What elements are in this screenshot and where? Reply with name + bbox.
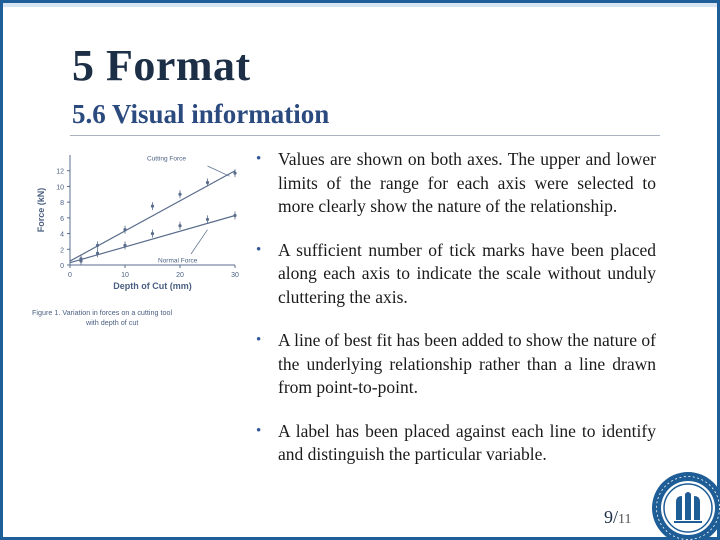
bullet-icon: • bbox=[256, 241, 262, 258]
data-point bbox=[233, 171, 236, 174]
data-point bbox=[178, 193, 181, 196]
y-tick-label: 0 bbox=[60, 263, 64, 270]
y-tick-label: 6 bbox=[60, 215, 64, 223]
page-current: 9 bbox=[604, 507, 613, 527]
data-point bbox=[96, 252, 99, 255]
bullet-text: A line of best fit has been added to show the nature of the underlying relationship rather than a line drawn from point-to-point. bbox=[278, 330, 656, 397]
bullet-icon: • bbox=[256, 422, 262, 439]
y-tick-label: 12 bbox=[56, 168, 64, 176]
data-point bbox=[96, 244, 99, 247]
page-separator: / bbox=[613, 507, 619, 527]
x-tick-label: 0 bbox=[68, 272, 72, 279]
x-tick-label: 30 bbox=[231, 272, 239, 279]
page-number bbox=[604, 507, 632, 528]
y-tick-label: 4 bbox=[60, 231, 64, 239]
bullet-text: Values are shown on both axes. The upper and lower limits of the range for each axis were selected to more clearly show the nature of the relationship. bbox=[278, 149, 656, 216]
y-tick-label: 10 bbox=[56, 184, 64, 192]
data-point bbox=[206, 181, 209, 184]
data-point bbox=[151, 232, 154, 235]
slide-title: 5 Format bbox=[72, 41, 251, 90]
bullet-item bbox=[256, 420, 656, 467]
data-point bbox=[178, 224, 181, 227]
x-tick-label: 20 bbox=[176, 272, 184, 279]
y-tick-label: 8 bbox=[60, 200, 64, 208]
y-tick-label: 2 bbox=[60, 247, 64, 255]
title-divider bbox=[70, 135, 660, 136]
bullet-icon: • bbox=[256, 332, 262, 348]
x-tick-label: 10 bbox=[121, 272, 129, 279]
figure-caption: Figure 1. Variation in forces on a cutting tool bbox=[32, 308, 173, 317]
chart-figure bbox=[30, 145, 245, 330]
leader-line bbox=[208, 166, 230, 176]
bullet-list bbox=[256, 148, 656, 487]
y-axis-label: Force (kN) bbox=[36, 187, 46, 233]
x-axis-label: Depth of Cut (mm) bbox=[113, 281, 192, 291]
series-label-normal-force: Normal Force bbox=[158, 257, 198, 265]
data-point bbox=[79, 259, 82, 262]
force-chart bbox=[30, 145, 245, 330]
bullet-item bbox=[256, 148, 656, 219]
fit-line bbox=[70, 216, 235, 263]
slide-subtitle: 5.6 Visual information bbox=[72, 99, 330, 129]
top-strip bbox=[3, 3, 717, 7]
figure-caption: with depth of cut bbox=[86, 318, 139, 327]
data-point bbox=[233, 214, 236, 217]
bullet-item bbox=[256, 239, 656, 310]
data-point bbox=[151, 204, 154, 207]
data-point bbox=[123, 228, 126, 231]
page-total: 11 bbox=[618, 512, 632, 527]
data-point bbox=[123, 244, 126, 247]
bullet-item bbox=[256, 329, 656, 400]
bullet-icon: • bbox=[256, 151, 262, 167]
series-label-cutting-force: Cutting Force bbox=[147, 155, 187, 163]
university-seal-icon bbox=[648, 468, 720, 540]
leader-line bbox=[191, 230, 208, 254]
data-point bbox=[206, 218, 209, 221]
fit-line bbox=[70, 171, 235, 261]
bullet-text: A label has been placed against each line to identify and distinguish the particular variable. bbox=[278, 420, 656, 464]
bullet-text: A sufficient number of tick marks have been placed along each axis to indicate the scale without unduly cluttering the axis. bbox=[278, 239, 656, 307]
